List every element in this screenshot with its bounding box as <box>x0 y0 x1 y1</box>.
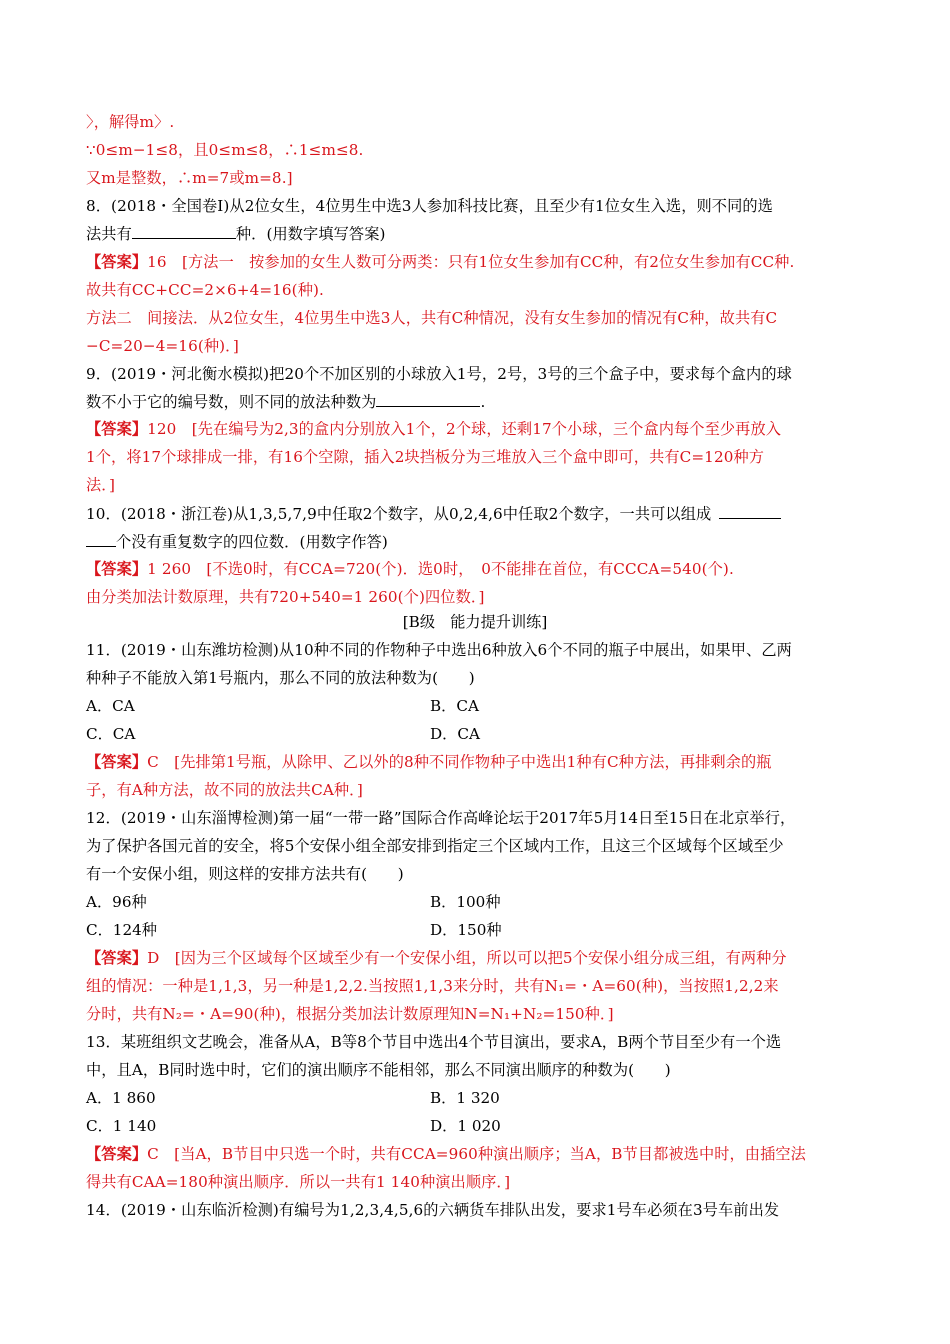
answer-10: 【答案】1 260 [不选0时，有CCA=720(个)．选0时， 0不能排在首位，有CCCA=540(个). <box>86 560 734 578</box>
answer-8-line: 故共有CC+CC=2×6+4=16(种). <box>86 281 324 299</box>
question-13: 13．某班组织文艺晚会，准备从A，B等8个节目中选出4个节目演出，要求A，B两个节目至少有一个选 <box>86 1033 782 1051</box>
answer-9-line: 1个，将17个球排成一排，有16个空隙，插入2块挡板分为三堆放入三个盒中即可，共有C=120种方 <box>86 448 765 466</box>
question-12-cont: 为了保护各国元首的安全，将5个安保小组全部安排到指定三个区域内工作，且这三个区域每个区域至少 <box>86 837 784 855</box>
question-9: 9．(2019・河北衡水模拟)把20个不加区别的小球放入1号，2号，3号的三个盒子中，要求每个盒内的球 <box>86 365 792 383</box>
question-11-cont: 种种子不能放入第1号瓶内，那么不同的放法种数为( ) <box>86 669 475 687</box>
answer-8: 【答案】16 [方法一 按参加的女生人数可分两类：只有1位女生参加有CC种，有2位女生参加有CC种. <box>86 253 795 271</box>
option-a: A．CA <box>86 697 135 715</box>
question-10: 10．(2018・浙江卷)从1,3,5,7,9中任取2个数字，从0,2,4,6中任取2个数字，一共可以组成 <box>86 503 866 524</box>
question-10-cont: 个没有重复数字的四位数．(用数字作答) <box>86 531 866 552</box>
option-b: B．100种 <box>430 893 501 911</box>
answer-10-line: 由分类加法计数原理，共有720+540=1 260(个)四位数．] <box>86 588 485 606</box>
solution-line: 又m是整数，∴m=7或m=8.] <box>86 169 293 187</box>
question-12-cont: 有一个安保小组，则这样的安排方法共有( ) <box>86 865 404 883</box>
option-c: C．CA <box>86 725 136 743</box>
option-d: D．1 020 <box>430 1117 501 1135</box>
option-b: B．CA <box>430 697 479 715</box>
question-14: 14．(2019・山东临沂检测)有编号为1,2,3,4,5,6的六辆货车排队出发，要求1号车必须在3号车前出发 <box>86 1201 780 1219</box>
question-8-cont: 法共有 种．(用数字填写答案) <box>86 225 386 243</box>
option-a: A．1 860 <box>86 1089 156 1107</box>
solution-line: ∵0≤m−1≤8，且0≤m≤8，∴1≤m≤8. <box>86 141 364 159</box>
question-12: 12．(2019・山东淄博检测)第一届“一带一路”国际合作高峰论坛于2017年5月14日至15日在北京举行， <box>86 809 796 827</box>
option-a: A．96种 <box>86 893 147 911</box>
answer-blank <box>719 503 781 519</box>
answer-12-line: 分时，共有N₂=・A=90(种)，根据分类加法计数原理知N=N₁+N₂=150种．] <box>86 1005 614 1023</box>
question-8: 8．(2018・全国卷Ⅰ)从2位女生，4位男生中选3人参加科技比赛，且至少有1位女生入选，则不同的选 <box>86 197 773 215</box>
answer-12: 【答案】D [因为三个区域每个区域至少有一个安保小组，所以可以把5个安保小组分成三组，有两种分 <box>86 949 787 967</box>
solution-line: 〉，解得m〉. <box>86 113 175 131</box>
answer-blank <box>86 531 116 547</box>
option-d: D．150种 <box>430 921 502 939</box>
answer-8-line: 方法二 间接法．从2位女生，4位男生中选3人，共有C种情况，没有女生参加的情况有C种，故共有C <box>86 309 778 327</box>
answer-12-line: 组的情况：一种是1,1,3，另一种是1,2,2.当按照1,1,3来分时，共有N₁=・A=60(种)，当按照1,2,2来 <box>86 977 779 995</box>
answer-9: 【答案】120 [先在编号为2,3的盒内分别放入1个，2个球，还剩17个小球，三个盒内每个至少再放入 <box>86 420 782 438</box>
answer-8-line: −C=20−4=16(种)．] <box>86 337 239 355</box>
answer-blank <box>376 391 480 407</box>
option-c: C．124种 <box>86 921 157 939</box>
question-13-cont: 中，且A，B同时选中时，它们的演出顺序不能相邻，那么不同演出顺序的种数为( ) <box>86 1061 671 1079</box>
option-c: C．1 140 <box>86 1117 157 1135</box>
answer-13: 【答案】C [当A，B节目中只选一个时，共有CCA=960种演出顺序；当A，B节目都被选中时，由插空法 <box>86 1145 806 1163</box>
answer-11: 【答案】C [先排第1号瓶，从除甲、乙以外的8种不同作物种子中选出1种有C种方法，再排剩余的瓶 <box>86 753 772 771</box>
answer-blank <box>132 223 236 239</box>
question-9-cont: 数不小于它的编号数，则不同的放法种数为 . <box>86 393 486 411</box>
option-d: D．CA <box>430 725 480 743</box>
option-b: B．1 320 <box>430 1089 500 1107</box>
question-11: 11．(2019・山东潍坊检测)从10种不同的作物种子中选出6种放入6个不同的瓶子中展出，如果甲、乙两 <box>86 641 792 659</box>
answer-9-line: 法．] <box>86 476 116 494</box>
answer-13-line: 得共有CAA=180种演出顺序．所以一共有1 140种演出顺序．] <box>86 1173 511 1191</box>
section-heading: [B级 能力提升训练] <box>402 613 548 631</box>
answer-11-line: 子，有A种方法，故不同的放法共CA种．] <box>86 781 363 799</box>
